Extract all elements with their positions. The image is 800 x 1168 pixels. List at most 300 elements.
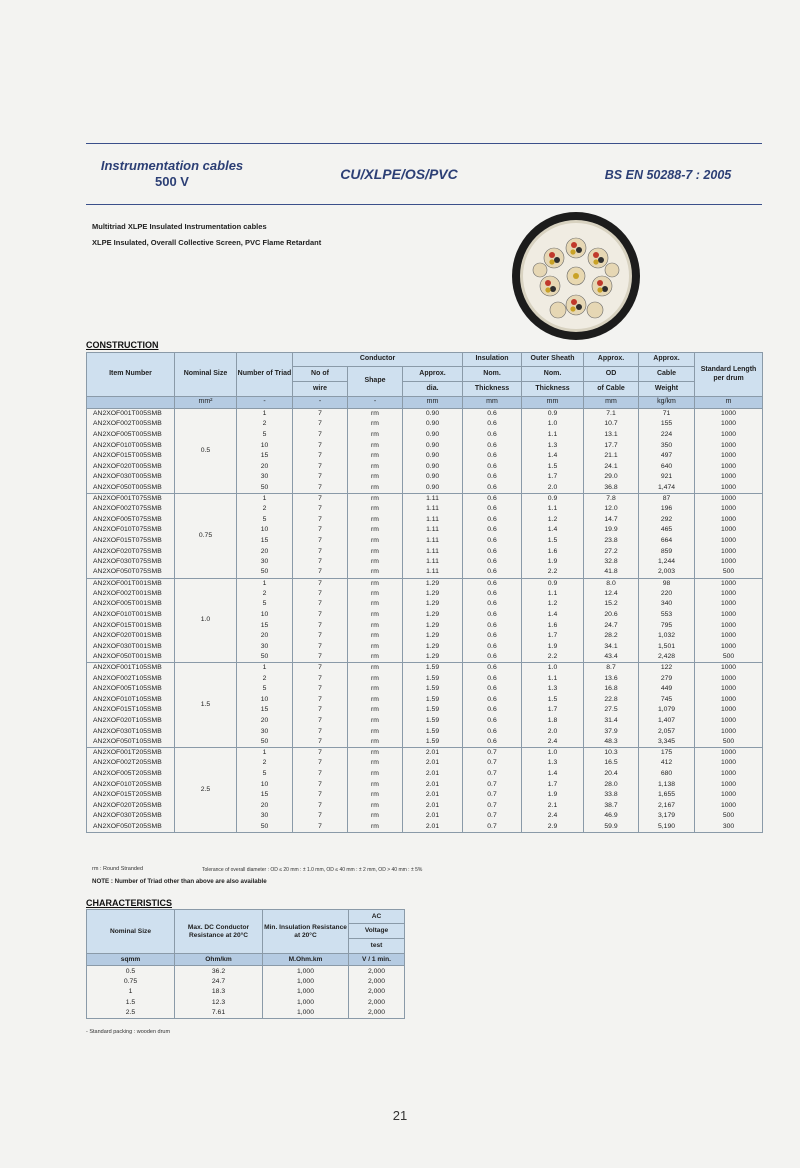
- table-cell: 8.0: [584, 578, 639, 589]
- table-cell: 0.6: [463, 504, 522, 515]
- table-cell: 24.7: [584, 620, 639, 631]
- table-row: [87, 748, 763, 759]
- unit-cell: mm: [403, 397, 463, 409]
- table-cell: 10: [237, 440, 293, 451]
- table-cell: 2,167: [639, 800, 695, 811]
- table-cell: 5: [237, 684, 293, 695]
- table-cell: 1: [237, 663, 293, 674]
- table-cell: 0.6: [463, 409, 522, 420]
- table-cell: 1000: [695, 589, 763, 600]
- table-cell: 7: [293, 483, 348, 494]
- table-cell: rm: [348, 419, 403, 430]
- table-cell: 7: [293, 631, 348, 642]
- table-cell: AN2XOF030T001SMB: [87, 642, 175, 653]
- table-cell: 0.6: [463, 631, 522, 642]
- table-cell: AN2XOF030T205SMB: [87, 811, 175, 822]
- unit-cell: kg/km: [639, 397, 695, 409]
- table-cell: 196: [639, 504, 695, 515]
- table-cell: rm: [348, 546, 403, 557]
- table-cell: AN2XOF030T075SMB: [87, 557, 175, 568]
- unit-cell: sqmm: [87, 954, 175, 966]
- col-min-insulation-resistance: Min. Insulation Resistance at 20°C: [263, 910, 349, 954]
- col-outer-sheath: Outer Sheath: [522, 353, 584, 367]
- table-cell: 0.6: [463, 642, 522, 653]
- table-cell: rm: [348, 726, 403, 737]
- table-cell: 0.6: [463, 430, 522, 441]
- table-cell: AN2XOF030T105SMB: [87, 726, 175, 737]
- table-cell: 0.9: [522, 578, 584, 589]
- table-cell: 7: [293, 811, 348, 822]
- table-cell: 0.7: [463, 822, 522, 833]
- table-cell: 2,000: [349, 997, 405, 1008]
- table-cell: 41.8: [584, 567, 639, 578]
- table-cell: AN2XOF001T075SMB: [87, 493, 175, 504]
- table-cell: 1.7: [522, 472, 584, 483]
- table-cell: 300: [695, 822, 763, 833]
- table-cell: 7: [293, 663, 348, 674]
- table-cell: 859: [639, 546, 695, 557]
- table-cell: 7: [293, 726, 348, 737]
- table-cell: 1000: [695, 716, 763, 727]
- nominal-size-cell: 1.0: [175, 578, 237, 663]
- table-cell: 1.9: [522, 557, 584, 568]
- table-cell: 745: [639, 695, 695, 706]
- table-cell: 0.6: [463, 567, 522, 578]
- table-cell: 1000: [695, 790, 763, 801]
- table-cell: 7: [293, 673, 348, 684]
- table-cell: 1000: [695, 451, 763, 462]
- table-cell: 7: [293, 642, 348, 653]
- table-cell: 340: [639, 599, 695, 610]
- table-cell: 0.90: [403, 440, 463, 451]
- table-cell: rm: [348, 430, 403, 441]
- table-cell: 220: [639, 589, 695, 600]
- table-cell: 2.01: [403, 800, 463, 811]
- table-cell: 2,057: [639, 726, 695, 737]
- table-cell: 20.6: [584, 610, 639, 621]
- top-rule: [86, 143, 762, 144]
- table-cell: 500: [695, 567, 763, 578]
- table-cell: 1.59: [403, 705, 463, 716]
- table-cell: rm: [348, 610, 403, 621]
- unit-cell: mm: [522, 397, 584, 409]
- col-insulation: Insulation: [463, 353, 522, 367]
- table-cell: rm: [348, 483, 403, 494]
- table-cell: 1000: [695, 419, 763, 430]
- table-cell: 0.6: [463, 610, 522, 621]
- table-cell: AN2XOF010T105SMB: [87, 695, 175, 706]
- table-cell: 2.9: [522, 822, 584, 833]
- table-cell: 1,407: [639, 716, 695, 727]
- table-cell: 7: [293, 620, 348, 631]
- table-cell: 0.90: [403, 451, 463, 462]
- table-cell: 1000: [695, 631, 763, 642]
- table-cell: 0.9: [522, 409, 584, 420]
- col-sh-nom-1: Nom.: [522, 367, 584, 382]
- table-cell: 1,032: [639, 631, 695, 642]
- construction-table: [86, 352, 763, 833]
- table-cell: 1: [237, 493, 293, 504]
- table-cell: AN2XOF030T005SMB: [87, 472, 175, 483]
- table-cell: 7: [293, 758, 348, 769]
- table-cell: rm: [348, 790, 403, 801]
- table-cell: rm: [348, 652, 403, 663]
- table-cell: 1000: [695, 546, 763, 557]
- table-cell: AN2XOF001T005SMB: [87, 409, 175, 420]
- table-cell: 19.9: [584, 525, 639, 536]
- table-cell: 7: [293, 800, 348, 811]
- col-item-number: Item Number: [87, 353, 175, 397]
- table-cell: 1000: [695, 430, 763, 441]
- table-cell: 27.5: [584, 705, 639, 716]
- table-cell: rm: [348, 631, 403, 642]
- table-cell: 0.6: [463, 663, 522, 674]
- table-cell: 1000: [695, 525, 763, 536]
- table-cell: AN2XOF001T105SMB: [87, 663, 175, 674]
- table-cell: 28.2: [584, 631, 639, 642]
- table-cell: 0.7: [463, 811, 522, 822]
- table-cell: 0.6: [463, 525, 522, 536]
- table-cell: rm: [348, 642, 403, 653]
- table-cell: AN2XOF002T205SMB: [87, 758, 175, 769]
- table-cell: 15: [237, 536, 293, 547]
- table-cell: 1.11: [403, 504, 463, 515]
- table-cell: AN2XOF020T075SMB: [87, 546, 175, 557]
- table-cell: 3,345: [639, 737, 695, 748]
- table-cell: 0.90: [403, 409, 463, 420]
- table-cell: AN2XOF020T001SMB: [87, 631, 175, 642]
- table-cell: rm: [348, 663, 403, 674]
- table-cell: 28.0: [584, 779, 639, 790]
- table-cell: 1.6: [522, 620, 584, 631]
- table-cell: 20: [237, 461, 293, 472]
- table-cell: 1.5: [522, 461, 584, 472]
- table-row: [87, 987, 405, 998]
- col-conductor: Conductor: [293, 353, 463, 367]
- table-cell: AN2XOF002T105SMB: [87, 673, 175, 684]
- unit-cell: V / 1 min.: [349, 954, 405, 966]
- table-cell: 1.5: [522, 536, 584, 547]
- table-cell: 0.7: [463, 748, 522, 759]
- col-approx-weight-3: Weight: [639, 382, 695, 397]
- table-cell: 1.11: [403, 514, 463, 525]
- table-cell: 279: [639, 673, 695, 684]
- table-cell: 7: [293, 705, 348, 716]
- table-cell: AN2XOF050T205SMB: [87, 822, 175, 833]
- table-cell: 43.4: [584, 652, 639, 663]
- table-cell: rm: [348, 673, 403, 684]
- table-cell: 2.2: [522, 567, 584, 578]
- table-cell: 1.11: [403, 546, 463, 557]
- table-cell: rm: [348, 493, 403, 504]
- table-cell: rm: [348, 705, 403, 716]
- table-cell: 20.4: [584, 769, 639, 780]
- table-cell: AN2XOF010T005SMB: [87, 440, 175, 451]
- table-cell: 500: [695, 811, 763, 822]
- table-cell: rm: [348, 557, 403, 568]
- table-cell: rm: [348, 440, 403, 451]
- table-cell: 1000: [695, 800, 763, 811]
- table-cell: 0.6: [463, 557, 522, 568]
- table-row: [87, 493, 763, 504]
- table-cell: 30: [237, 811, 293, 822]
- table-cell: 497: [639, 451, 695, 462]
- table-cell: AN2XOF005T205SMB: [87, 769, 175, 780]
- table-cell: AN2XOF005T075SMB: [87, 514, 175, 525]
- table-cell: 1.7: [522, 705, 584, 716]
- table-cell: 15: [237, 451, 293, 462]
- col-no-of-wire-1: No of: [293, 367, 348, 382]
- table-cell: 2.01: [403, 758, 463, 769]
- table-cell: 1.9: [522, 790, 584, 801]
- table-cell: 0.6: [463, 483, 522, 494]
- table-cell: 7: [293, 769, 348, 780]
- table-cell: 1.4: [522, 451, 584, 462]
- table-cell: AN2XOF010T075SMB: [87, 525, 175, 536]
- table-cell: 38.7: [584, 800, 639, 811]
- table-cell: 7: [293, 567, 348, 578]
- table-cell: 7: [293, 557, 348, 568]
- unit-cell: m: [695, 397, 763, 409]
- table-cell: 7: [293, 779, 348, 790]
- table-cell: 37.9: [584, 726, 639, 737]
- table-cell: 1000: [695, 409, 763, 420]
- nominal-size-cell: 0.5: [175, 409, 237, 494]
- table-cell: 1.29: [403, 620, 463, 631]
- table-cell: 7: [293, 430, 348, 441]
- table-cell: 30: [237, 557, 293, 568]
- table-cell: 15.2: [584, 599, 639, 610]
- table-cell: rm: [348, 451, 403, 462]
- table-cell: 2: [237, 419, 293, 430]
- table-cell: 1000: [695, 483, 763, 494]
- table-cell: 1000: [695, 726, 763, 737]
- table-cell: 20: [237, 716, 293, 727]
- table-cell: 0.75: [87, 976, 175, 987]
- table-cell: 1.3: [522, 684, 584, 695]
- table-row: [87, 578, 763, 589]
- table-cell: 1,138: [639, 779, 695, 790]
- table-cell: 5: [237, 769, 293, 780]
- table-cell: 122: [639, 663, 695, 674]
- table-cell: rm: [348, 822, 403, 833]
- table-cell: 16.5: [584, 758, 639, 769]
- table-cell: rm: [348, 525, 403, 536]
- footnote-round-stranded: [92, 866, 423, 873]
- table-cell: 15: [237, 705, 293, 716]
- table-cell: 50: [237, 652, 293, 663]
- table-cell: 0.6: [463, 461, 522, 472]
- table-cell: rm: [348, 758, 403, 769]
- col-number-of-triad: Number of Triad: [237, 353, 293, 397]
- table-cell: 1000: [695, 599, 763, 610]
- table-cell: 2.2: [522, 652, 584, 663]
- table-cell: 1: [237, 578, 293, 589]
- table-cell: 17.7: [584, 440, 639, 451]
- table-cell: 1.3: [522, 440, 584, 451]
- table-cell: 18.3: [175, 987, 263, 998]
- table-cell: 2.01: [403, 779, 463, 790]
- table-cell: 10.3: [584, 748, 639, 759]
- units-row: [87, 397, 763, 409]
- table-cell: 2: [237, 673, 293, 684]
- table-cell: 1,000: [263, 1008, 349, 1019]
- table-cell: 12.4: [584, 589, 639, 600]
- table-cell: 1000: [695, 673, 763, 684]
- table-cell: 7: [293, 472, 348, 483]
- table-cell: 7: [293, 514, 348, 525]
- col-ch-nominal-size: Nominal Size: [87, 910, 175, 954]
- table-cell: 0.90: [403, 461, 463, 472]
- table-cell: rm: [348, 567, 403, 578]
- table-cell: 1000: [695, 504, 763, 515]
- col-approx-od-3: of Cable: [584, 382, 639, 397]
- table-cell: 20: [237, 800, 293, 811]
- table-cell: 7: [293, 504, 348, 515]
- table-cell: rm: [348, 409, 403, 420]
- table-cell: 7: [293, 652, 348, 663]
- table-cell: 1.59: [403, 726, 463, 737]
- col-ac-2: Voltage: [349, 924, 405, 939]
- table-cell: 0.5: [87, 966, 175, 977]
- table-cell: 1,079: [639, 705, 695, 716]
- table-cell: 29.0: [584, 472, 639, 483]
- table-cell: 7: [293, 610, 348, 621]
- unit-cell: mm: [584, 397, 639, 409]
- unit-cell: -: [237, 397, 293, 409]
- table-cell: 553: [639, 610, 695, 621]
- table-cell: 1.59: [403, 737, 463, 748]
- table-cell: 224: [639, 430, 695, 441]
- table-cell: AN2XOF050T005SMB: [87, 483, 175, 494]
- table-cell: 640: [639, 461, 695, 472]
- col-nominal-size: Nominal Size: [175, 353, 237, 397]
- table-cell: AN2XOF020T105SMB: [87, 716, 175, 727]
- table-cell: 10.7: [584, 419, 639, 430]
- table-cell: 5: [237, 430, 293, 441]
- nominal-size-cell: 0.75: [175, 493, 237, 578]
- table-cell: AN2XOF002T075SMB: [87, 504, 175, 515]
- table-cell: 36.8: [584, 483, 639, 494]
- header-rule: [86, 204, 762, 205]
- table-cell: 1.9: [522, 642, 584, 653]
- table-cell: rm: [348, 536, 403, 547]
- table-cell: 1.2: [522, 514, 584, 525]
- table-cell: 1: [87, 987, 175, 998]
- table-row: [87, 976, 405, 987]
- table-cell: 921: [639, 472, 695, 483]
- table-cell: 59.9: [584, 822, 639, 833]
- table-cell: 1.29: [403, 599, 463, 610]
- table-cell: 7: [293, 419, 348, 430]
- table-cell: 0.6: [463, 695, 522, 706]
- characteristics-table: [86, 909, 405, 1019]
- col-shape: Shape: [348, 367, 403, 397]
- table-cell: 1.6: [522, 546, 584, 557]
- table-cell: 0.7: [463, 779, 522, 790]
- table-cell: 27.2: [584, 546, 639, 557]
- table-cell: 15: [237, 790, 293, 801]
- table-cell: 50: [237, 737, 293, 748]
- table-cell: 0.7: [463, 758, 522, 769]
- table-cell: 1,655: [639, 790, 695, 801]
- nominal-size-cell: 2.5: [175, 748, 237, 833]
- table-cell: 34.1: [584, 642, 639, 653]
- table-cell: 1000: [695, 705, 763, 716]
- table-cell: 5: [237, 514, 293, 525]
- table-cell: 50: [237, 567, 293, 578]
- table-cell: 36.2: [175, 966, 263, 977]
- table-cell: rm: [348, 599, 403, 610]
- table-cell: rm: [348, 620, 403, 631]
- table-cell: 1: [237, 748, 293, 759]
- table-cell: AN2XOF015T205SMB: [87, 790, 175, 801]
- table-cell: 7: [293, 822, 348, 833]
- table-cell: 1.0: [522, 419, 584, 430]
- table-cell: 2,000: [349, 966, 405, 977]
- table-cell: 0.6: [463, 440, 522, 451]
- table-cell: 30: [237, 726, 293, 737]
- table-cell: 2.1: [522, 800, 584, 811]
- table-cell: 7: [293, 599, 348, 610]
- table-cell: 20: [237, 546, 293, 557]
- table-cell: 1.0: [522, 663, 584, 674]
- table-cell: 1.5: [87, 997, 175, 1008]
- unit-cell: -: [348, 397, 403, 409]
- table-cell: 0.6: [463, 419, 522, 430]
- table-cell: 0.9: [522, 493, 584, 504]
- table-cell: rm: [348, 748, 403, 759]
- col-ac-3: test: [349, 939, 405, 954]
- table-cell: 5,190: [639, 822, 695, 833]
- table-cell: 0.7: [463, 790, 522, 801]
- table-cell: 1000: [695, 440, 763, 451]
- table-cell: 7: [293, 440, 348, 451]
- table-cell: 71: [639, 409, 695, 420]
- table-cell: 7: [293, 695, 348, 706]
- table-cell: 10: [237, 779, 293, 790]
- table-cell: rm: [348, 504, 403, 515]
- table-cell: 1.11: [403, 525, 463, 536]
- table-cell: AN2XOF001T205SMB: [87, 748, 175, 759]
- table-cell: 31.4: [584, 716, 639, 727]
- col-standard-length: Standard Length per drum: [695, 353, 763, 397]
- table-cell: 1.59: [403, 695, 463, 706]
- table-cell: AN2XOF050T001SMB: [87, 652, 175, 663]
- table-cell: 32.8: [584, 557, 639, 568]
- table-cell: AN2XOF001T001SMB: [87, 578, 175, 589]
- table-cell: 1.29: [403, 642, 463, 653]
- table-cell: 30: [237, 642, 293, 653]
- table-cell: 449: [639, 684, 695, 695]
- table-cell: AN2XOF002T001SMB: [87, 589, 175, 600]
- table-cell: 0.90: [403, 472, 463, 483]
- table-cell: rm: [348, 472, 403, 483]
- table-cell: 2: [237, 589, 293, 600]
- table-cell: 1000: [695, 663, 763, 674]
- table-cell: 7: [293, 493, 348, 504]
- table-cell: 0.90: [403, 483, 463, 494]
- table-cell: 1.4: [522, 769, 584, 780]
- table-cell: 7: [293, 546, 348, 557]
- table-cell: 155: [639, 419, 695, 430]
- table-cell: 1,501: [639, 642, 695, 653]
- ch-units-row: [87, 954, 405, 966]
- table-cell: 0.6: [463, 589, 522, 600]
- unit-cell: mm²: [175, 397, 237, 409]
- unit-cell: [87, 397, 175, 409]
- table-cell: 0.7: [463, 769, 522, 780]
